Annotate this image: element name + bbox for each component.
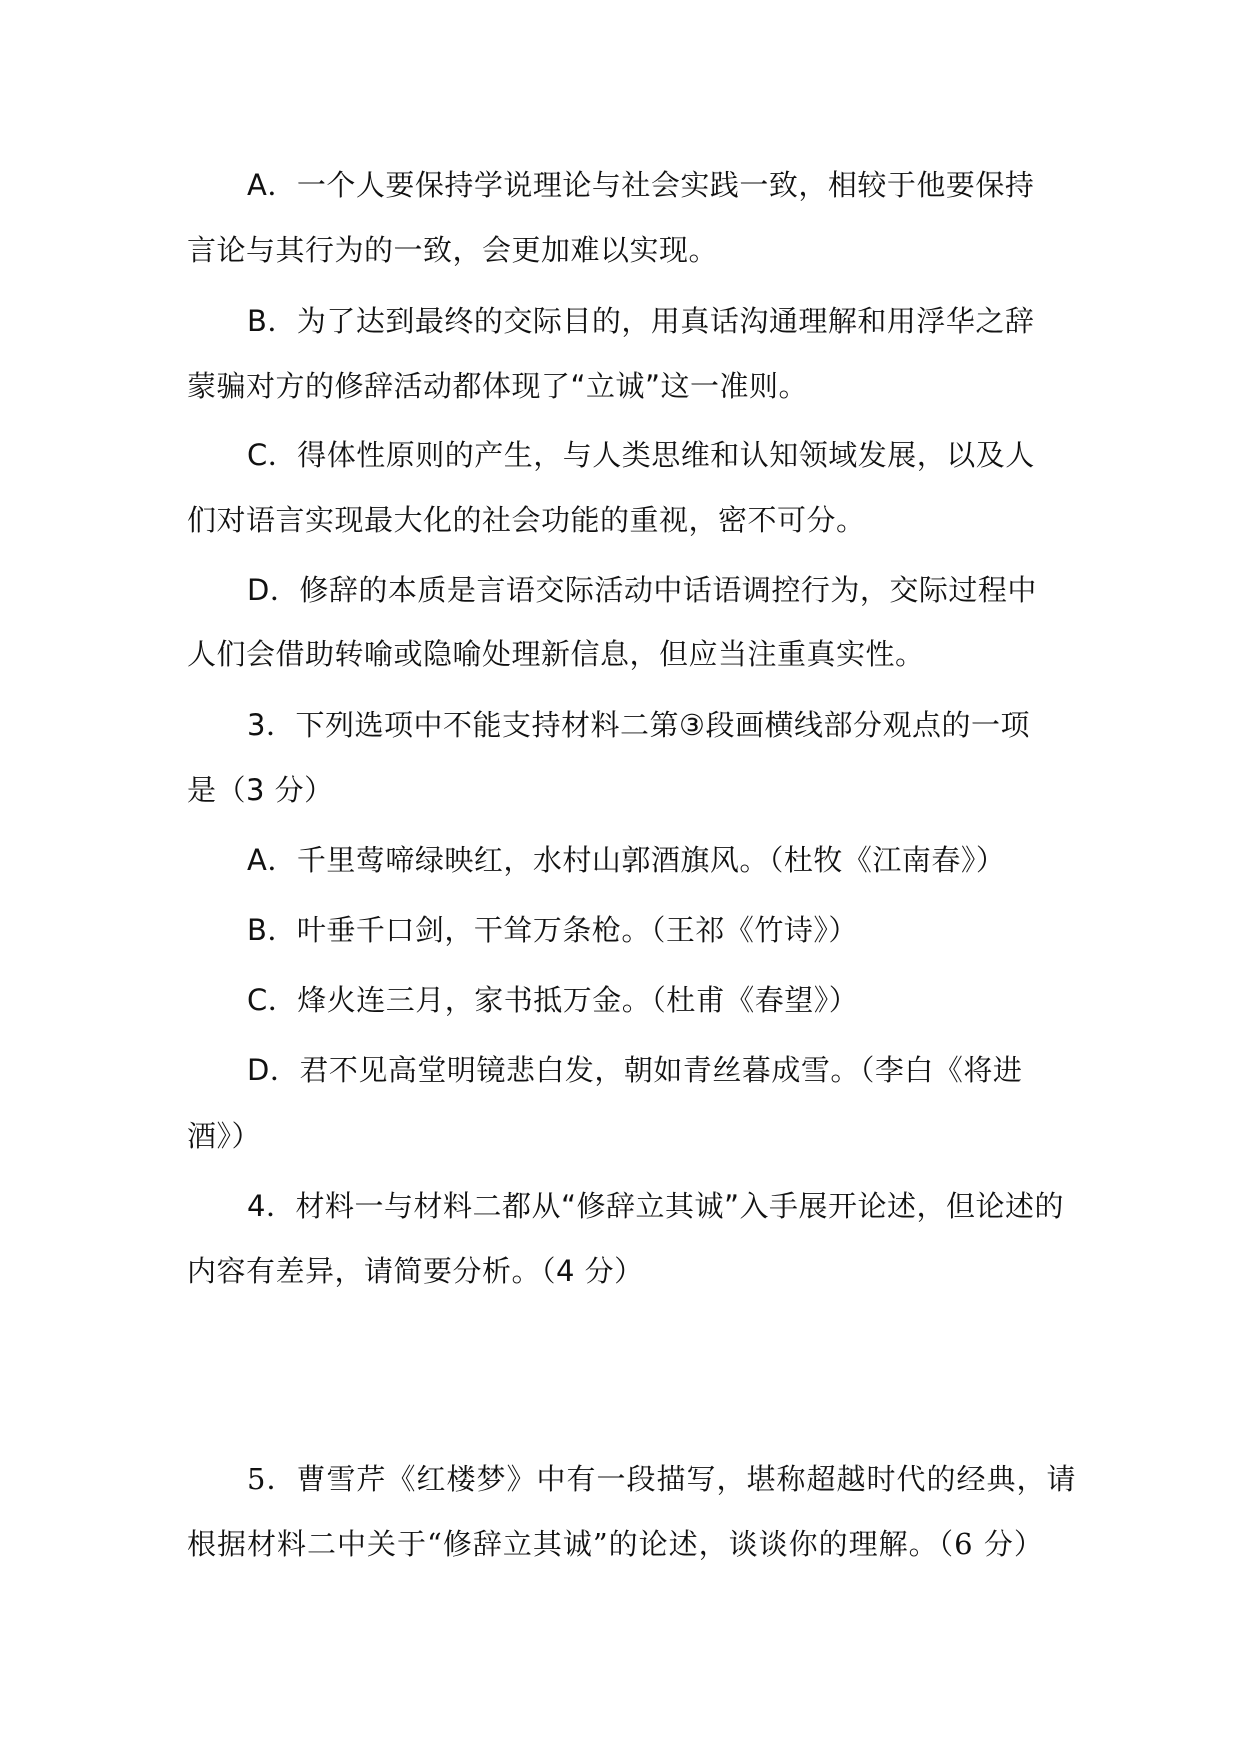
q5-line2: 根据材料二中关于“修辞立其诚”的论述，谈谈你的理解。（6 分） bbox=[187, 1527, 1044, 1561]
q3-stem-line1: 3．下列选项中不能支持材料二第③段画横线部分观点的一项 bbox=[247, 708, 1030, 742]
q2-option-a-line2: 言论与其行为的一致，会更加难以实现。 bbox=[187, 233, 719, 267]
q2-option-b-line1: B．为了达到最终的交际目的，用真话沟通理解和用浮华之辞 bbox=[247, 304, 1035, 338]
q3-option-d-line1: D．君不见高堂明镜悲白发，朝如青丝暮成雪。（李白《将进 bbox=[247, 1053, 1023, 1087]
q4-line1: 4．材料一与材料二都从“修辞立其诚”入手展开论述，但论述的 bbox=[247, 1189, 1064, 1223]
q3-option-b: B．叶垂千口剑，干耸万条枪。（王祁《竹诗》） bbox=[247, 913, 858, 947]
q3-option-a: A．千里莺啼绿映红，水村山郭酒旗风。（杜牧《江南春》） bbox=[247, 843, 1006, 877]
q3-option-d-line2: 酒》） bbox=[187, 1119, 262, 1153]
q4-line2: 内容有差异，请简要分析。（4 分） bbox=[187, 1254, 644, 1288]
q2-option-b-line2: 蒙骗对方的修辞活动都体现了“立诚”这一准则。 bbox=[187, 369, 809, 403]
q3-stem-line2: 是（3 分） bbox=[187, 773, 334, 807]
q2-option-c-line1: C．得体性原则的产生，与人类思维和认知领域发展，以及人 bbox=[247, 438, 1035, 472]
q2-option-c-line2: 们对语言实现最大化的社会功能的重视，密不可分。 bbox=[187, 503, 866, 537]
q3-option-c: C．烽火连三月，家书抵万金。（杜甫《春望》） bbox=[247, 983, 859, 1017]
q2-option-a-line1: A．一个人要保持学说理论与社会实践一致，相较于他要保持 bbox=[247, 168, 1035, 202]
q2-option-d-line2: 人们会借助转喻或隐喻处理新信息，但应当注重真实性。 bbox=[187, 637, 925, 671]
q5-line1: 5．曹雪芹《红楼梦》中有一段描写，堪称超越时代的经典，请 bbox=[247, 1462, 1077, 1496]
q2-option-d-line1: D．修辞的本质是言语交际活动中话语调控行为，交际过程中 bbox=[247, 573, 1037, 607]
